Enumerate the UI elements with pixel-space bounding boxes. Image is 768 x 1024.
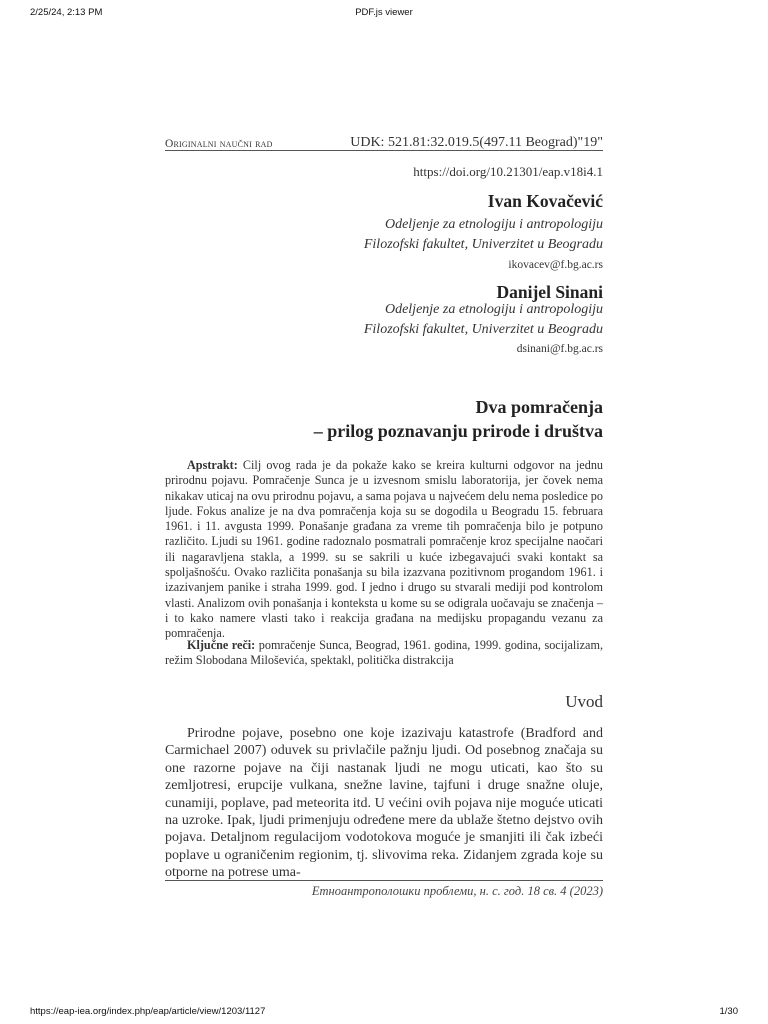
- section-title: Uvod: [565, 692, 603, 711]
- author-2-affiliation-dept: Odeljenje za etnologiju i antropologiju: [384, 302, 603, 317]
- intro-paragraph: [165, 725, 603, 882]
- keywords-label: Ključne reči:: [187, 638, 256, 652]
- keywords: [165, 638, 603, 669]
- print-page-counter: 1/30: [719, 1006, 738, 1017]
- print-url: https://eap-iea.org/index.php/eap/article/view/1203/1127: [30, 1006, 266, 1017]
- article-title-line-1: Dva pomračenja: [475, 397, 603, 417]
- intro-paragraph-text: Prirodne pojave, posebno one koje izazivaju katastrofe (Bradford and Carmichael 2007) oduvek su privlačile pažnju ljudi. Od posebnog značaja su one razorne pojave na čiji nastanak ljudi ne mogu uticati, kao što su zemljotresi, erupcije vulkana, snežne lavine, tajfuni i druge snažne oluje, cunamiji, poplave, pad meteorita itd. U većini ovih pojava nije moguće uticati na uzroke. Ipak, ljudi primenjuju određene mere da ublaže štetno dejstvo ovih pojava. Detaljnom regulacijom vodotokova moguće je smanjiti ili čak izbeći poplave u ograničenim regionim, tj. slivovima reka. Zidanjem zgrada koje su otporne na potrese uma-: [165, 726, 603, 881]
- author-1-affiliation-dept: Odeljenje za etnologiju i antropologiju: [384, 217, 603, 232]
- abstract-label: Apstrakt:: [187, 458, 238, 472]
- footer-rule: [165, 880, 603, 881]
- print-datetime: 2/25/24, 2:13 PM: [30, 7, 103, 18]
- author-1-affiliation-faculty: Filozofski fakultet, Univerzitet u Beogradu: [363, 237, 603, 252]
- print-viewer-title: PDF.js viewer: [355, 7, 413, 18]
- author-name-2: Danijel Sinani: [496, 282, 603, 302]
- abstract-text: Cilj ovog rada je da pokaže kako se kreira kulturni odgovor na jednu prirodnu pojavu. Pomračenje Sunca je u izvesnom smislu laboratorija, jer čovek nema nikakav uticaj na ovu prirodnu pojavu, a sama pojava u najvećem delu nema posledice po ljude. Fokus analize je na dva pomračenja koja su se dogodila u Beogradu 15. februara 1961. i 11. avgusta 1999. Ponašanje građana za vreme tih pomračenja bilo je potpuno različito. Ljudi su 1961. godine radoznalo posmatrali pomračenje kroz specijalne naočari ili nagaravljena stakla, a 1999. su se sakrili u kuće izbegavajući svaki kontakt sa spoljašnošću. Ovako različita ponašanja su bila izazvana pozitivnom progandom 1961. i izazivanjem panike i straha 1999. god. I jedno i drugo su stvarali mediji pod kontrolom vlasti. Analizom ovih ponašanja i konteksta u kome su se odigrala uočavaju se značenja – i to kako namere vlasti tako i reakcija građana na medijsku propagandu vezanu za pomračenja.: [165, 458, 604, 641]
- author-2-email[interactable]: dsinani@f.bg.ac.rs: [516, 343, 603, 355]
- browser-print-footer: [0, 1004, 768, 1024]
- header-rule: [165, 150, 603, 151]
- article-type-label: Originalni naučni rad: [165, 138, 273, 150]
- author-1-email[interactable]: ikovacev@f.bg.ac.rs: [508, 259, 603, 271]
- article-title-line-2: – prilog poznavanju prirode i društva: [313, 421, 603, 441]
- doi-link[interactable]: https://doi.org/10.21301/eap.v18i4.1: [413, 164, 603, 179]
- author-2-affiliation-faculty: Filozofski fakultet, Univerzitet u Beogradu: [363, 322, 603, 337]
- author-name-1: Ivan Kovačević: [487, 191, 603, 211]
- keywords-text: pomračenje Sunca, Beograd, 1961. godina, 1999. godina, socijalizam, režim Slobodana Miloševića, spektakl, politička distrakcija: [165, 638, 603, 668]
- abstract: [165, 458, 603, 642]
- journal-citation: Етноантрополошки проблеми, н. с. год. 18 св. 4 (2023): [311, 884, 603, 898]
- udk-code: UDK: 521.81:32.019.5(497.11 Beograd)"19": [350, 135, 603, 150]
